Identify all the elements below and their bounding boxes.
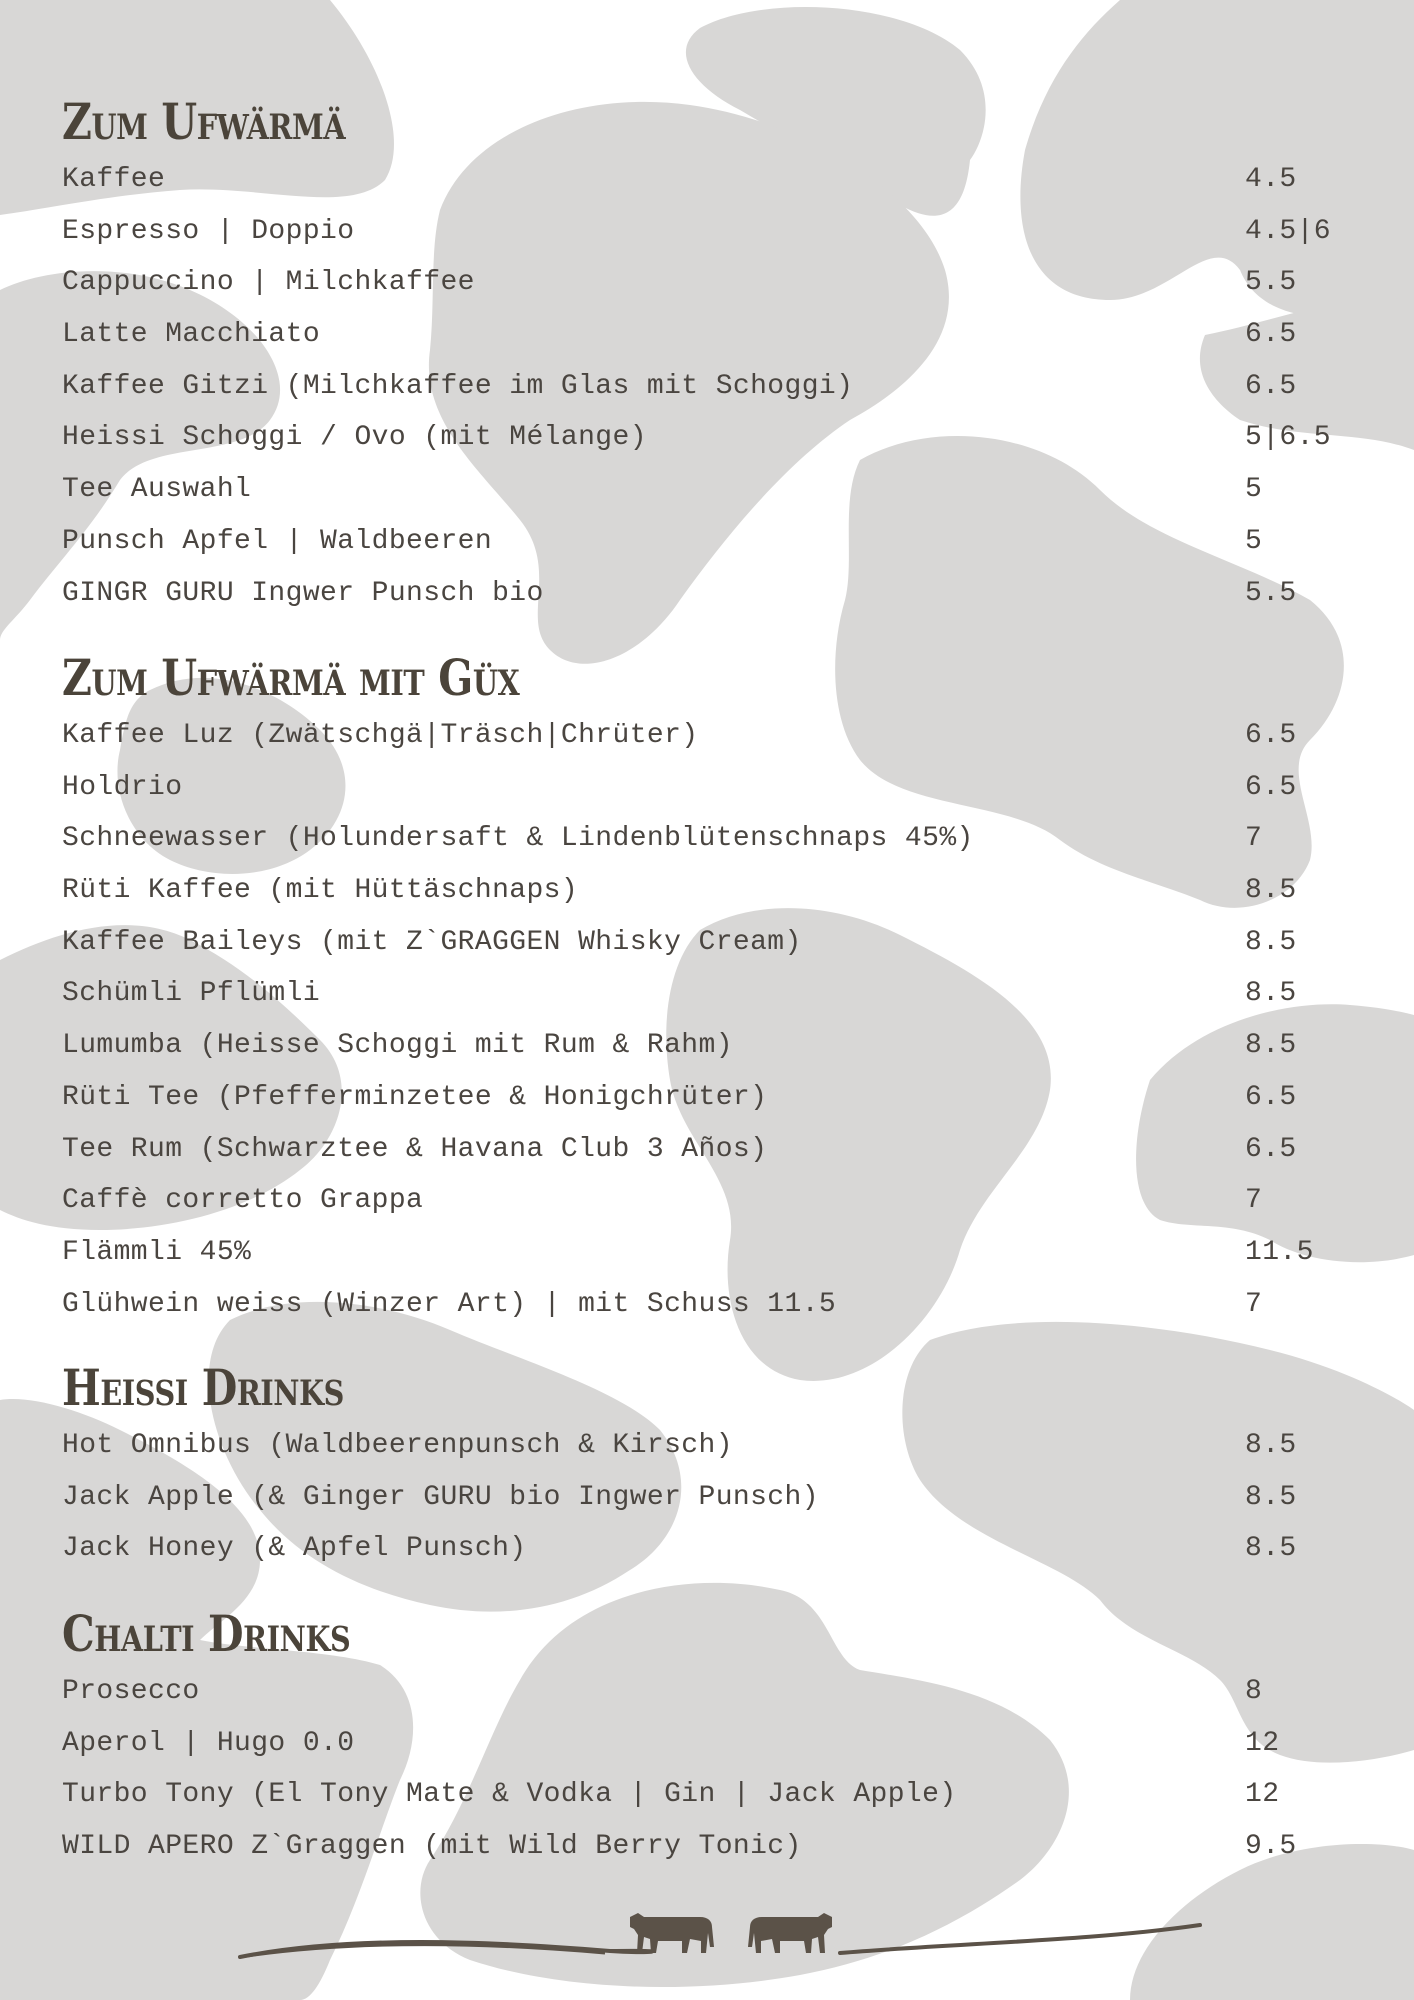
item-name: Schümli Pflümli bbox=[62, 978, 321, 1010]
item-name: Caffè corretto Grappa bbox=[62, 1185, 424, 1217]
menu-item bbox=[62, 762, 1362, 814]
item-name: Kaffee bbox=[62, 164, 166, 195]
item-price: 7 bbox=[1245, 1288, 1263, 1320]
item-name: Kaffee Luz (Zwätschgä|Träsch|Chrüter) bbox=[62, 720, 699, 751]
item-price: 6.5 bbox=[1245, 319, 1297, 351]
menu-item bbox=[62, 1821, 1362, 1873]
item-name: Tee Auswahl bbox=[62, 474, 252, 506]
item-name: Prosecco bbox=[62, 1676, 200, 1707]
item-price: 5 bbox=[1245, 474, 1263, 506]
item-name: Kaffee Baileys (mit Z`GRAGGEN Whisky Cream) bbox=[62, 926, 802, 958]
item-price: 6.5 bbox=[1245, 1133, 1297, 1165]
item-price: 8.5 bbox=[1245, 926, 1297, 958]
item-price: 8 bbox=[1245, 1676, 1263, 1707]
item-name: Jack Apple (& Ginger GURU bio Ingwer Punsch) bbox=[62, 1481, 819, 1513]
section-zum-ufwaermae bbox=[62, 92, 1362, 619]
swoosh-right bbox=[840, 1925, 1200, 1953]
menu-item bbox=[62, 813, 1362, 865]
menu-item bbox=[62, 568, 1362, 620]
item-name: Cappuccino | Milchkaffee bbox=[62, 267, 475, 299]
item-price: 8.5 bbox=[1245, 875, 1297, 907]
item-price: 8.5 bbox=[1245, 1533, 1297, 1565]
section-heissi-drinks bbox=[62, 1358, 1362, 1575]
item-price: 11.5 bbox=[1245, 1236, 1314, 1268]
section-chalti-drinks bbox=[62, 1604, 1362, 1873]
menu-item bbox=[62, 1718, 1362, 1770]
item-price: 7 bbox=[1245, 1185, 1263, 1217]
menu-item bbox=[62, 1124, 1362, 1176]
section-zum-ufwaermae-mit-guex bbox=[62, 648, 1362, 1330]
item-price: 6.5 bbox=[1245, 370, 1297, 402]
item-name: Rüti Tee (Pfefferminzetee & Honigchrüter) bbox=[62, 1081, 768, 1113]
item-name: Espresso | Doppio bbox=[62, 215, 355, 247]
item-name: Latte Macchiato bbox=[62, 319, 321, 351]
cow-icon bbox=[630, 1913, 714, 1953]
item-price: 5|6.5 bbox=[1245, 422, 1332, 454]
item-price: 5.5 bbox=[1245, 577, 1297, 609]
item-name: GINGR GURU Ingwer Punsch bio bbox=[62, 577, 544, 609]
item-name: Kaffee Gitzi (Milchkaffee im Glas mit Schoggi) bbox=[62, 370, 854, 402]
menu-item bbox=[62, 516, 1362, 568]
menu-item bbox=[62, 1175, 1362, 1227]
item-name: Hot Omnibus (Waldbeerenpunsch & Kirsch) bbox=[62, 1430, 733, 1461]
item-name: Aperol | Hugo 0.0 bbox=[62, 1727, 355, 1759]
item-name: Heissi Schoggi / Ovo (mit Mélange) bbox=[62, 422, 647, 454]
item-name: Lumumba (Heisse Schoggi mit Rum & Rahm) bbox=[62, 1030, 733, 1062]
menu-item bbox=[62, 968, 1362, 1020]
item-price: 4.5|6 bbox=[1245, 215, 1332, 247]
item-price: 8.5 bbox=[1245, 1030, 1297, 1062]
menu-item bbox=[62, 1523, 1362, 1575]
section-title: Zum Ufwärmä bbox=[62, 92, 346, 151]
menu-item bbox=[62, 412, 1362, 464]
menu-item bbox=[62, 1072, 1362, 1124]
item-price: 12 bbox=[1245, 1727, 1280, 1759]
menu-item bbox=[62, 1279, 1362, 1331]
item-name: Schneewasser (Holundersaft & Lindenblütenschnaps 45%) bbox=[62, 823, 974, 855]
section-title: Zum Ufwärmä mit Güx bbox=[62, 648, 520, 707]
menu-item bbox=[62, 1020, 1362, 1072]
section-title: Chalti Drinks bbox=[62, 1604, 351, 1663]
menu-item bbox=[62, 309, 1362, 361]
item-price: 6.5 bbox=[1245, 771, 1297, 803]
item-price: 12 bbox=[1245, 1779, 1280, 1811]
item-name: Jack Honey (& Apfel Punsch) bbox=[62, 1533, 527, 1565]
item-name: Turbo Tony (El Tony Mate & Vodka | Gin | Jack Apple) bbox=[62, 1779, 957, 1811]
cow-icon bbox=[748, 1913, 832, 1953]
item-price: 8.5 bbox=[1245, 978, 1297, 1010]
item-name: Punsch Apfel | Waldbeeren bbox=[62, 525, 493, 557]
item-name: Tee Rum (Schwarztee & Havana Club 3 Años) bbox=[62, 1133, 768, 1165]
menu-item bbox=[62, 710, 1362, 762]
item-name: Holdrio bbox=[62, 771, 183, 803]
menu-item bbox=[62, 1666, 1362, 1718]
item-name: Rüti Kaffee (mit Hüttäschnaps) bbox=[62, 875, 579, 907]
item-price: 8.5 bbox=[1245, 1481, 1297, 1513]
menu-item bbox=[62, 361, 1362, 413]
item-price: 5.5 bbox=[1245, 267, 1297, 299]
item-price: 6.5 bbox=[1245, 720, 1297, 751]
menu-item bbox=[62, 464, 1362, 516]
item-price: 6.5 bbox=[1245, 1081, 1297, 1113]
item-name: Flämmli 45% bbox=[62, 1236, 252, 1268]
item-name: WILD APERO Z`Graggen (mit Wild Berry Tonic) bbox=[62, 1831, 802, 1863]
menu-item bbox=[62, 1227, 1362, 1279]
menu-item bbox=[62, 1769, 1362, 1821]
section-title: Heissi Drinks bbox=[62, 1358, 344, 1417]
item-price: 8.5 bbox=[1245, 1430, 1297, 1461]
item-price: 9.5 bbox=[1245, 1831, 1297, 1863]
item-price: 5 bbox=[1245, 525, 1263, 557]
menu-item bbox=[62, 917, 1362, 969]
menu-item bbox=[62, 154, 1362, 206]
footer-ornament bbox=[230, 1895, 1210, 1975]
menu-item bbox=[62, 1420, 1362, 1472]
item-name: Glühwein weiss (Winzer Art) | mit Schuss 11.5 bbox=[62, 1288, 837, 1320]
menu-item bbox=[62, 206, 1362, 258]
menu-item bbox=[62, 257, 1362, 309]
menu-item bbox=[62, 865, 1362, 917]
item-price: 4.5 bbox=[1245, 164, 1297, 195]
item-price: 7 bbox=[1245, 823, 1263, 855]
menu-item bbox=[62, 1472, 1362, 1524]
